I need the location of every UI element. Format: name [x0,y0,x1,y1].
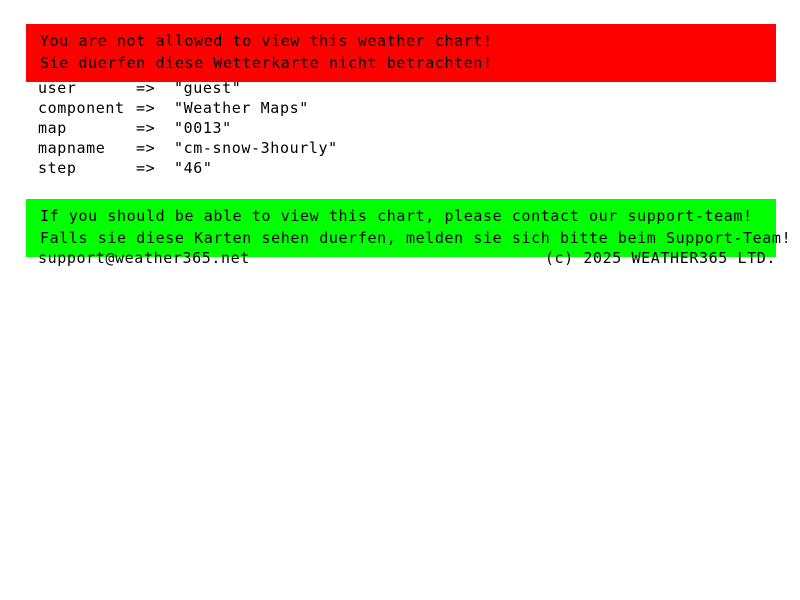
param-value: "0013" [174,119,232,137]
param-arrow: => [136,119,156,137]
param-key: step [38,159,77,177]
param-value: "Weather Maps" [174,99,309,117]
error-banner-line-de: Sie duerfen diese Wetterkarte nicht betrachten! [40,54,493,72]
param-row [38,158,338,178]
page-footer [38,249,776,267]
request-parameters-list [38,78,338,178]
info-banner-line-en: If you should be able to view this chart, please contact our support-team! [40,207,753,225]
param-row [38,118,338,138]
error-banner-line-en: You are not allowed to view this weather chart! [40,32,493,50]
param-key: user [38,79,77,97]
param-arrow: => [136,139,156,157]
info-banner-line-de: Falls sie diese Karten sehen duerfen, melden sie sich bitte beim Support-Team! [40,229,792,247]
copyright-text: (c) 2025 WEATHER365 LTD. [544,249,776,267]
error-banner [26,24,776,82]
param-key: mapname [38,139,106,157]
param-row [38,98,338,118]
param-row [38,78,338,98]
param-arrow: => [136,99,156,117]
support-email-link[interactable]: support@weather365.net [38,249,250,267]
param-value: "46" [174,159,213,177]
param-key: map [38,119,67,137]
param-value: "cm-snow-3hourly" [174,139,338,157]
param-arrow: => [136,79,156,97]
param-row [38,138,338,158]
param-value: "guest" [174,79,242,97]
param-arrow: => [136,159,156,177]
param-key: component [38,99,125,117]
